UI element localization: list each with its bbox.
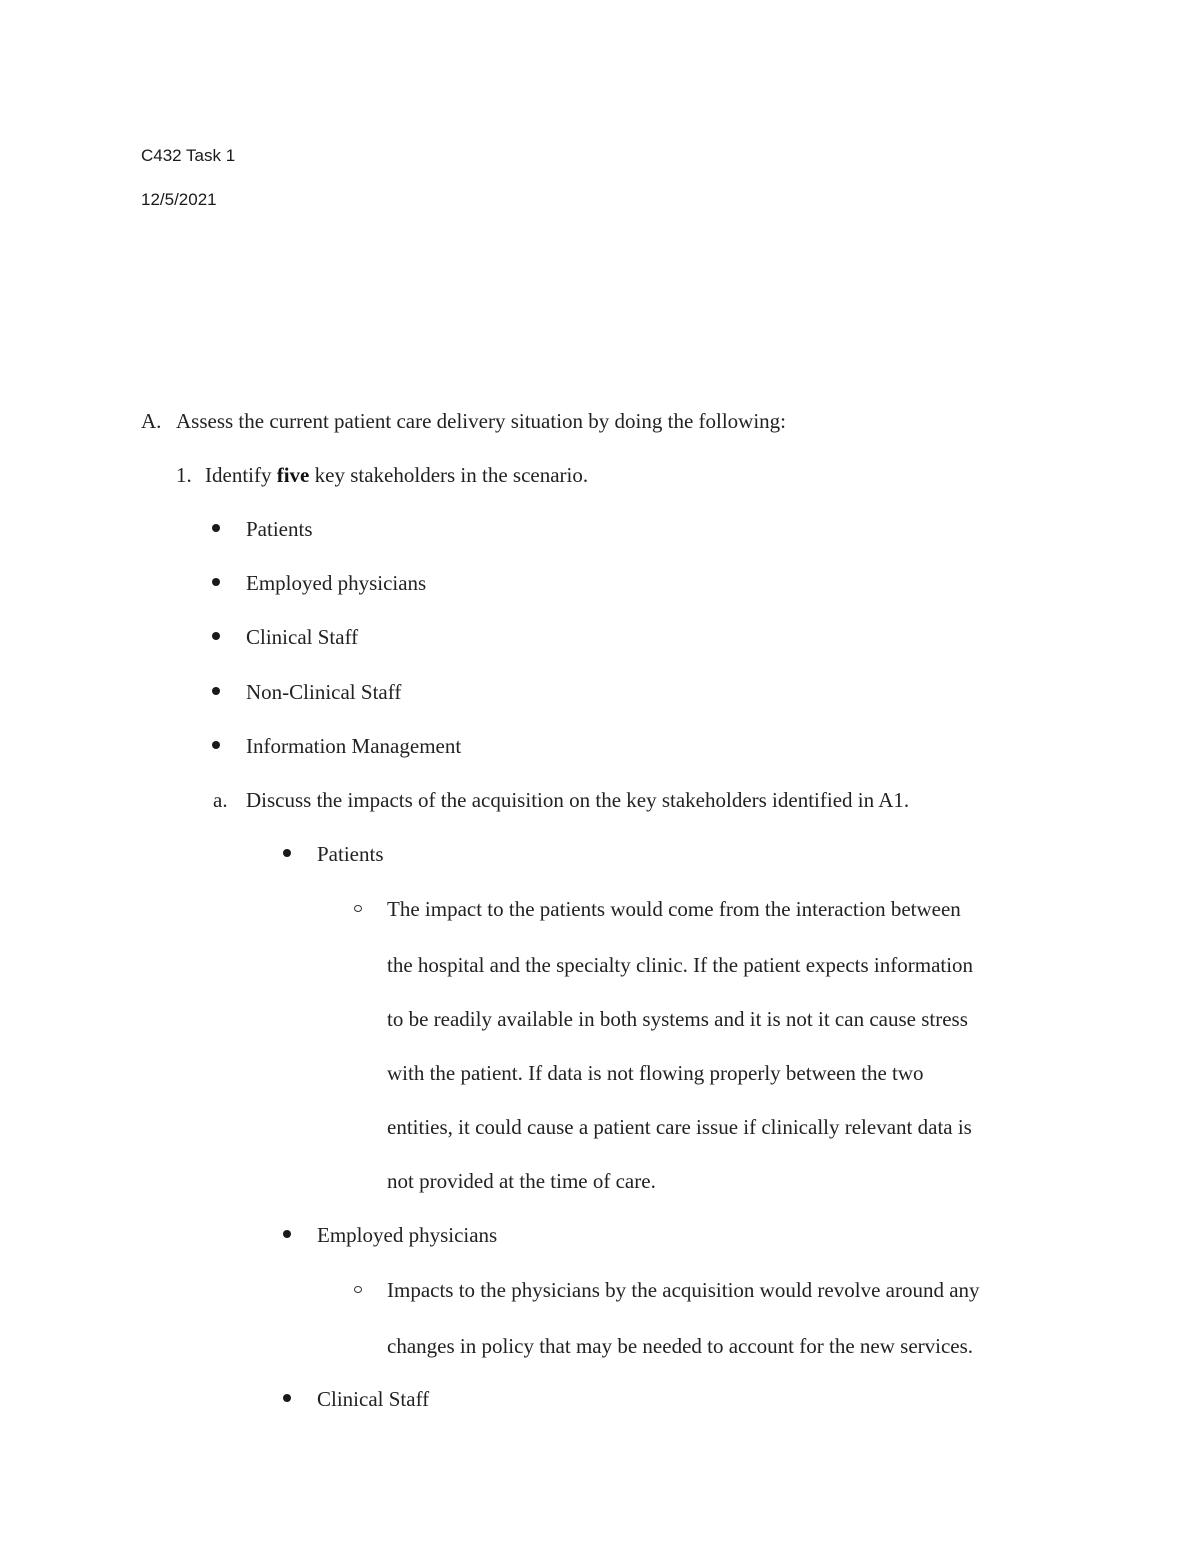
item-1-marker: 1.	[176, 463, 192, 487]
impact-text-line: The impact to the patients would come from the interaction between	[387, 897, 961, 921]
stakeholder-item: Patients	[246, 517, 313, 541]
bullet-icon	[212, 524, 220, 532]
bullet-icon	[283, 849, 291, 857]
impact-label: Employed physicians	[317, 1223, 498, 1247]
bullet-icon	[212, 741, 220, 749]
document-date: 12/5/2021	[141, 190, 217, 209]
bullet-icon	[283, 1230, 291, 1238]
impact-text-line: with the patient. If data is not flowing properly between the two	[387, 1061, 924, 1085]
impact-label: Patients	[317, 842, 384, 866]
circle-bullet-icon	[354, 905, 362, 912]
impact-text-line: to be readily available in both systems and it is not it can cause stress	[387, 1007, 968, 1031]
impact-text-line: changes in policy that may be needed to account for the new services.	[387, 1334, 974, 1358]
impact-text-line: entities, it could cause a patient care issue if clinically relevant data is	[387, 1115, 972, 1139]
stakeholder-item: Clinical Staff	[246, 625, 359, 649]
bullet-icon	[212, 578, 220, 586]
impact-text-line: not provided at the time of care.	[387, 1169, 656, 1193]
impact-label: Clinical Staff	[317, 1387, 430, 1411]
item-1-bold-word: five	[276, 463, 310, 487]
section-a-marker: A.	[141, 409, 162, 433]
section-a-text: Assess the current patient care delivery situation by doing the following:	[176, 409, 787, 433]
impact-text-line: Impacts to the physicians by the acquisition would revolve around any	[387, 1278, 980, 1302]
stakeholder-item: Employed physicians	[246, 571, 427, 595]
stakeholder-item: Non-Clinical Staff	[246, 680, 402, 704]
impact-text-line: the hospital and the specialty clinic. If the patient expects information	[387, 953, 974, 977]
stakeholder-item: Information Management	[246, 734, 462, 758]
circle-bullet-icon	[354, 1286, 362, 1293]
bullet-icon	[212, 632, 220, 640]
bullet-icon	[283, 1394, 291, 1402]
document-title: C432 Task 1	[141, 146, 236, 165]
item-a-marker: a.	[213, 788, 228, 812]
item-1-text: Identify five key stakeholders in the scenario.	[205, 463, 589, 487]
item-a-text: Discuss the impacts of the acquisition on the key stakeholders identified in A1.	[246, 788, 910, 812]
bullet-icon	[212, 687, 220, 695]
